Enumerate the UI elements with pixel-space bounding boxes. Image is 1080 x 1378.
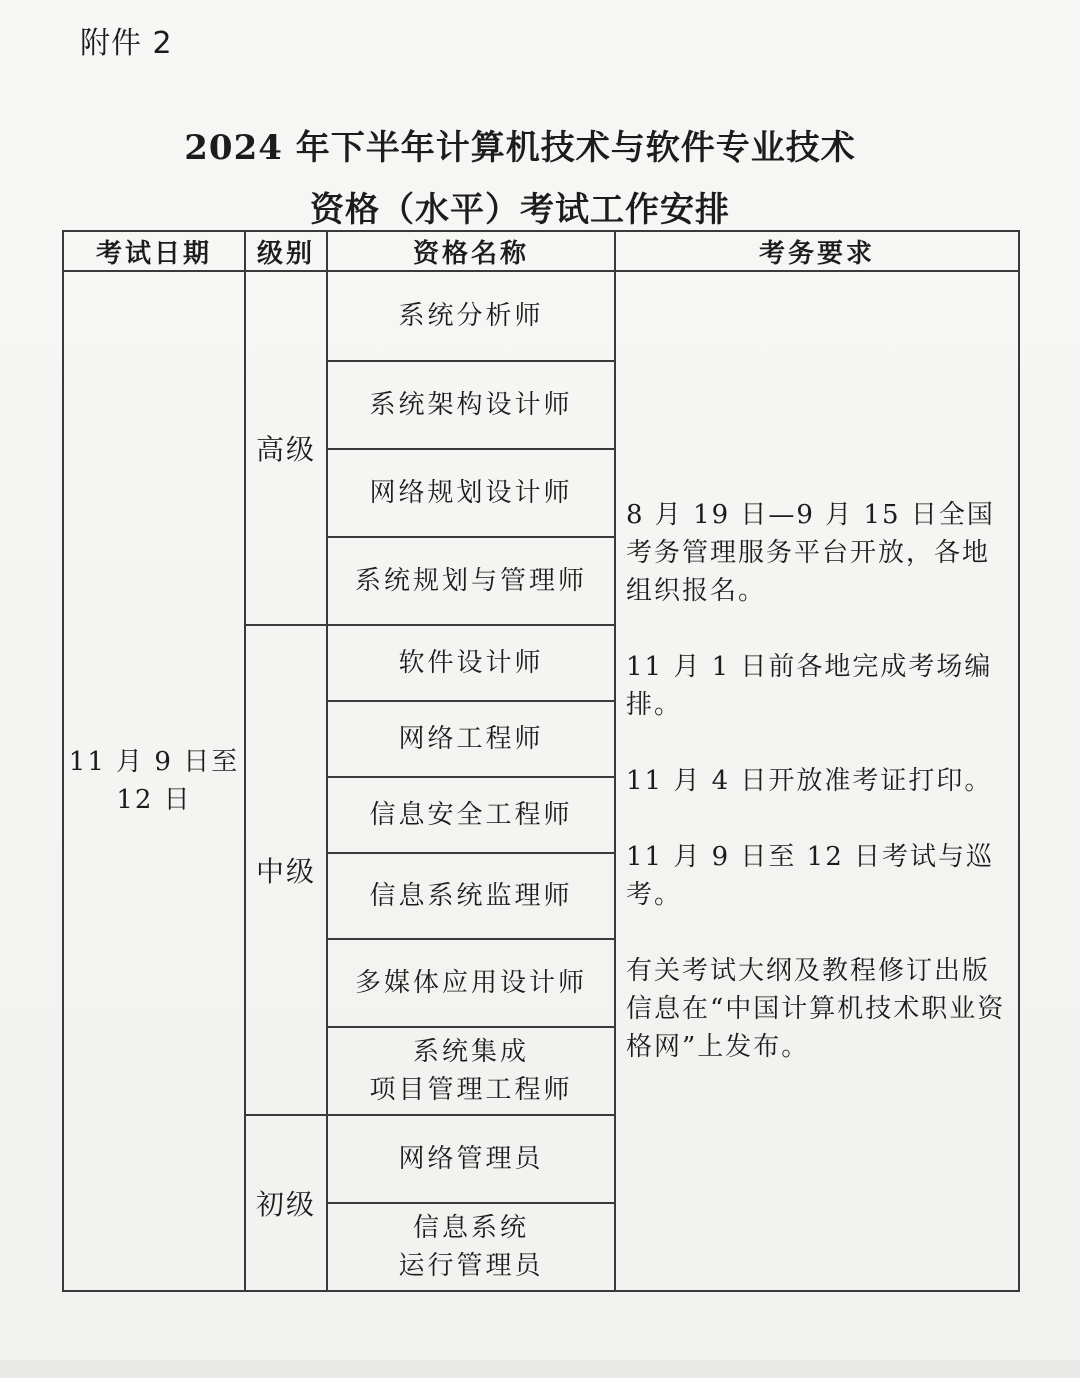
document-title-line1: 2024 年下半年计算机技术与软件专业技术 (184, 128, 856, 168)
cert-name: 软件设计师 (327, 625, 615, 701)
cert-name: 系统分析师 (327, 271, 615, 361)
cert-name-line: 运行管理员 (398, 1251, 544, 1281)
cert-name-line: 信息系统 (412, 1213, 529, 1243)
cert-name-two-line (327, 1203, 615, 1291)
requirement-item: 有关考试大纲及教程修订出版信息在“中国计算机技术职业资格网”上发布。 (626, 956, 1006, 1062)
exam-date-line2: 12 日 (116, 785, 192, 815)
cert-name-two-line (327, 1027, 615, 1115)
cert-name: 多媒体应用设计师 (327, 939, 615, 1027)
cert-name: 网络工程师 (327, 701, 615, 777)
header-cert-name: 资格名称 (327, 231, 615, 271)
cert-name: 系统架构设计师 (327, 361, 615, 449)
cert-name: 系统规划与管理师 (327, 537, 615, 625)
level-intermediate: 中级 (245, 625, 327, 1115)
cert-name: 信息安全工程师 (327, 777, 615, 853)
header-requirements: 考务要求 (615, 231, 1019, 271)
requirement-item: 8 月 19 日—9 月 15 日全国考务管理服务平台开放，各地组织报名。 (626, 500, 995, 606)
requirement-item: 11 月 4 日开放准考证打印。 (626, 766, 993, 796)
page-bottom-edge (0, 1360, 1080, 1378)
level-junior: 初级 (245, 1115, 327, 1291)
level-senior: 高级 (245, 271, 327, 625)
header-level: 级别 (245, 231, 327, 271)
attachment-label: 附件 2 (80, 26, 173, 61)
schedule-table (62, 230, 1020, 1292)
exam-date-line1: 11 月 9 日至 (68, 747, 240, 777)
table-row (63, 271, 1019, 361)
exam-date-cell (63, 271, 245, 1291)
table-header-row (63, 231, 1019, 271)
cert-name: 网络管理员 (327, 1115, 615, 1203)
cert-name: 网络规划设计师 (327, 449, 615, 537)
cert-name-line: 项目管理工程师 (369, 1075, 573, 1105)
header-exam-date: 考试日期 (63, 231, 245, 271)
cert-name: 信息系统监理师 (327, 853, 615, 939)
requirement-item: 11 月 1 日前各地完成考场编排。 (626, 652, 993, 720)
requirements-cell (615, 271, 1019, 1291)
document-title-line2: 资格（水平）考试工作安排 (310, 190, 730, 230)
requirement-item: 11 月 9 日至 12 日考试与巡考。 (626, 842, 995, 910)
cert-name-line: 系统集成 (412, 1037, 529, 1067)
